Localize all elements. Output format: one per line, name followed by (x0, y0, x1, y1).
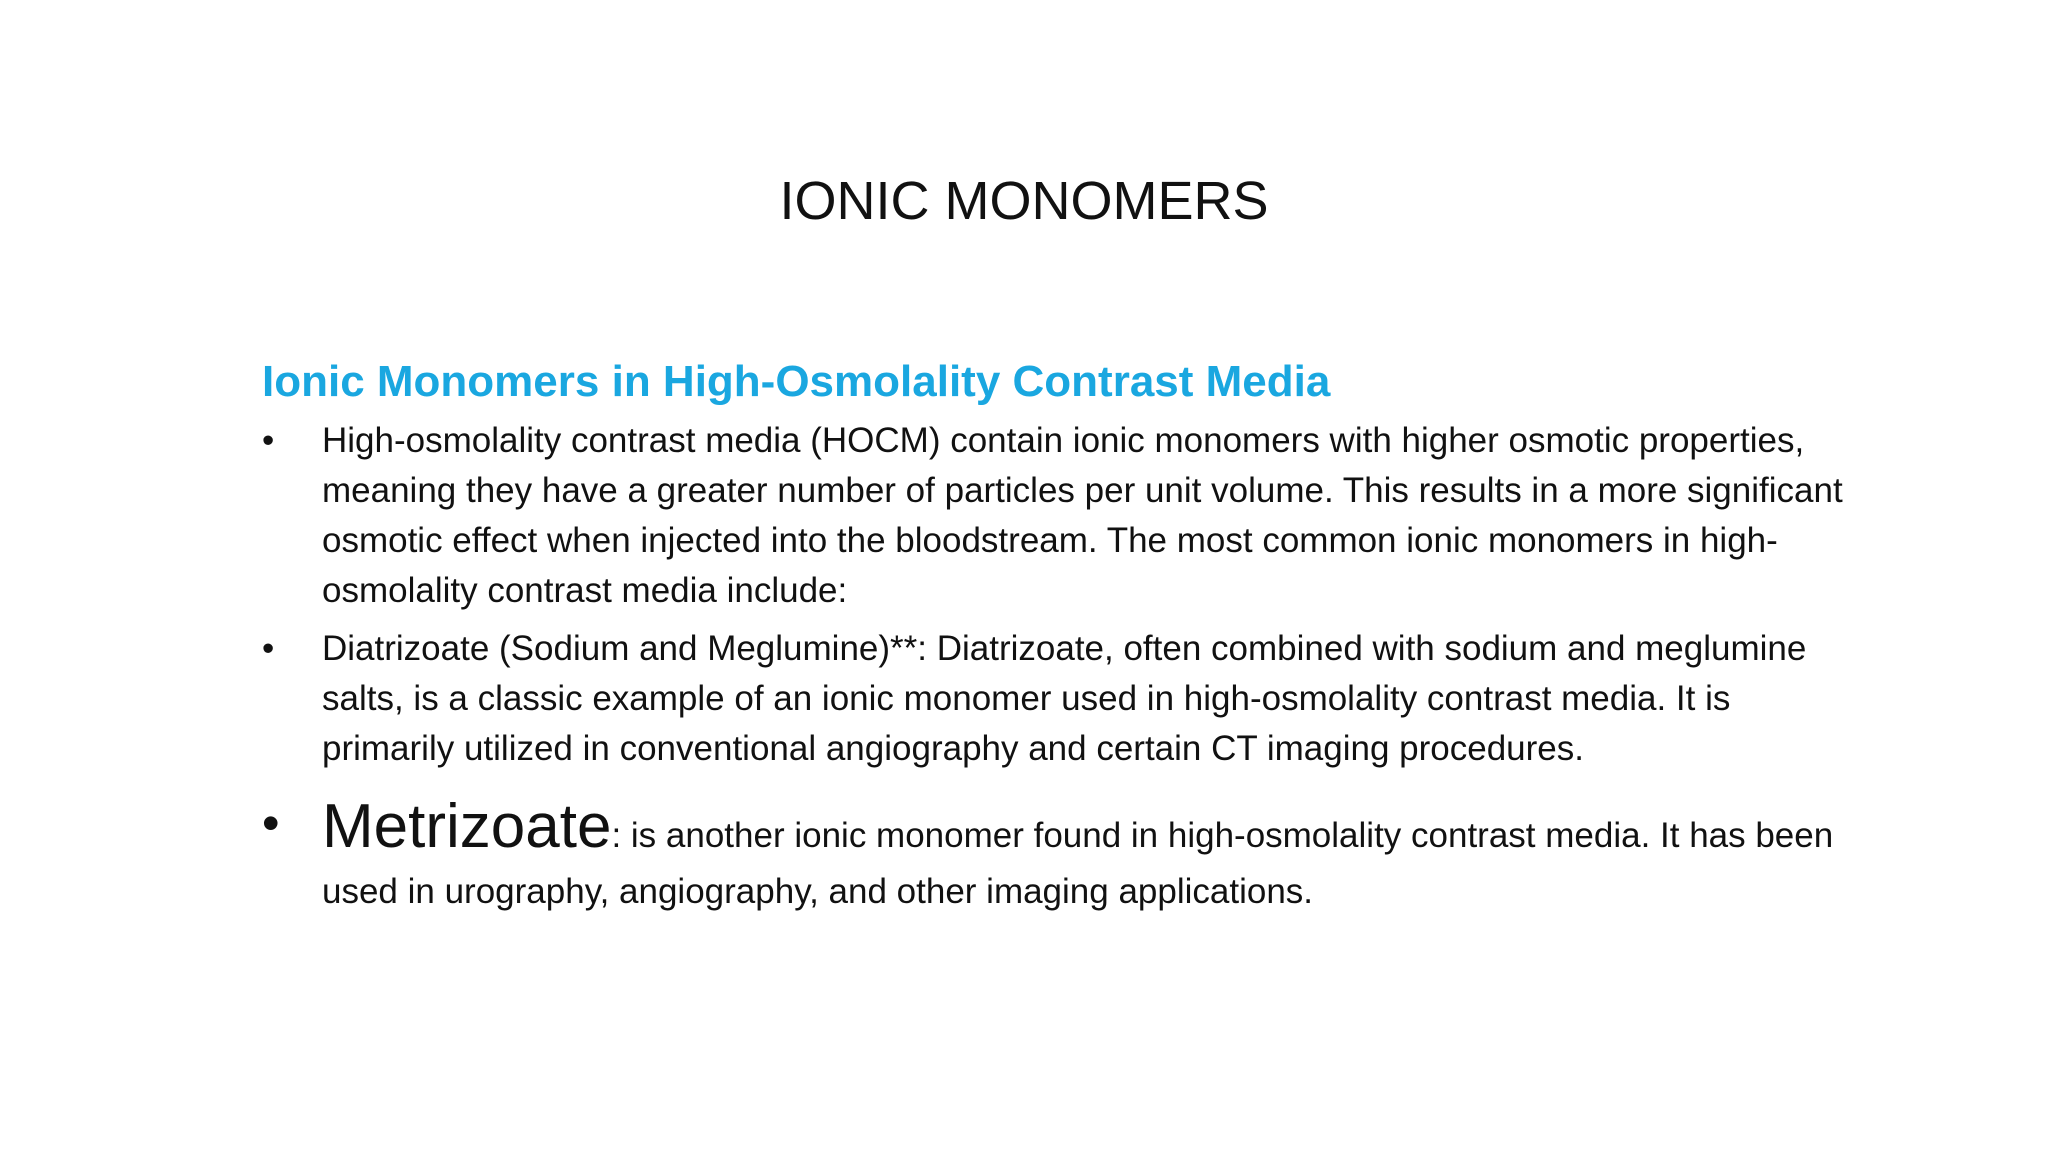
bullet-marker: • (262, 629, 275, 668)
bullet-marker: • (262, 421, 275, 460)
bullet-text: High-osmolality contrast media (HOCM) contain ionic monomers with higher osmotic properties, meaning they have a greater number of particles per unit volume. This results in a more significant osmotic effect when injected into the bloodstream. The most common ionic monomers in high-osmolality contrast media include: (322, 421, 1843, 610)
slide-content (262, 354, 1862, 928)
bullet-term: Metrizoate (322, 792, 612, 861)
bullet-text: Diatrizoate (Sodium and Meglumine)**: Diatrizoate, often combined with sodium and meglumine salts, is a classic example of an ionic monomer used in high-osmolality contrast media. It is primarily utilized in conventional angiography and certain CT imaging procedures. (322, 629, 1807, 768)
section-heading: Ionic Monomers in High-Osmolality Contrast Media (262, 357, 1331, 406)
bullet-text: : is another ionic monomer found in high-osmolality contrast media. It has been used in urography, angiography, and other imaging applications. (322, 816, 1834, 911)
bullet-list (262, 416, 1862, 920)
bullet-item-metrizoate (262, 794, 1862, 920)
bullet-marker: • (262, 795, 280, 851)
slide-title: IONIC MONOMERS (779, 171, 1269, 231)
bullet-item-diatrizoate (262, 624, 1862, 774)
bullet-item-hocm (262, 416, 1862, 616)
